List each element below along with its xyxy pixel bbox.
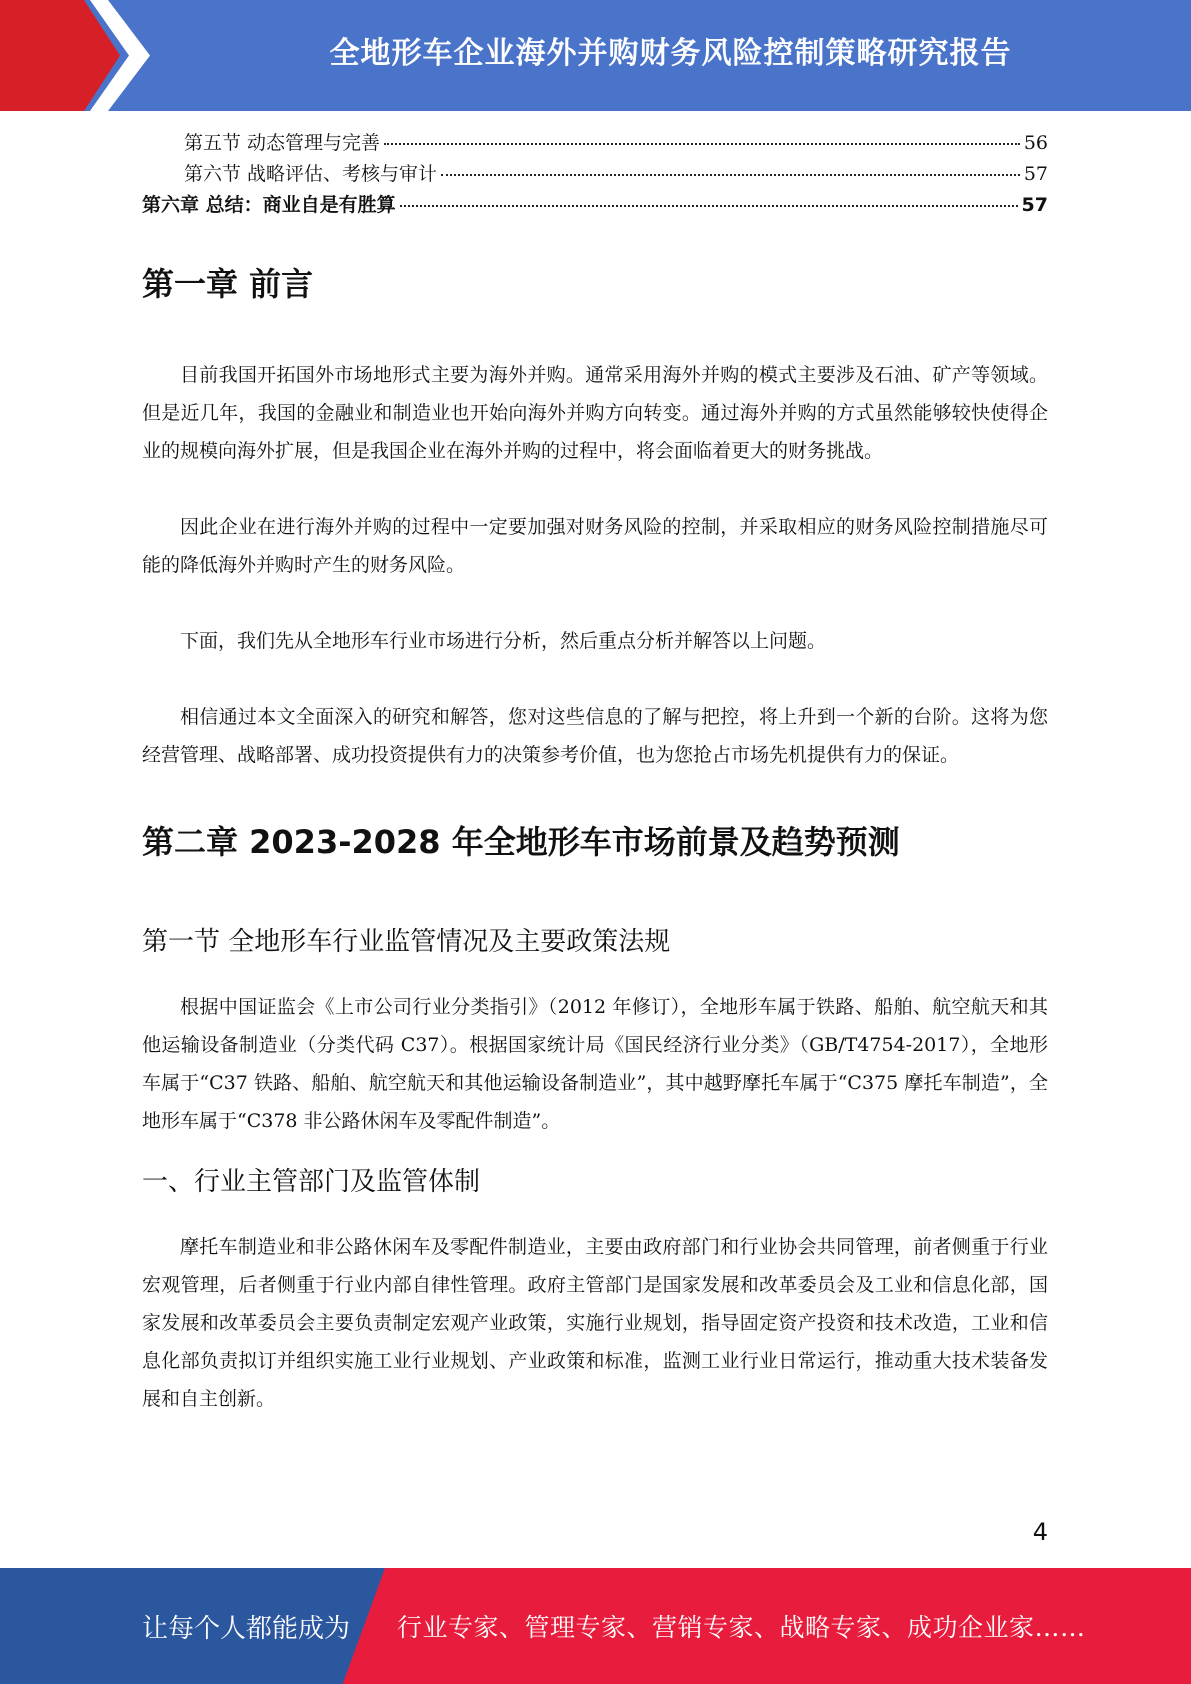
paragraph: 目前我国开拓国外市场地形式主要为海外并购。通常采用海外并购的模式主要涉及石油、矿产等领域。但是近几年，我国的金融业和制造业也开始向海外并购方向转变。通过海外并购的方式虽然能够较快使得企业的规模向海外扩展，但是我国企业在海外并购的过程中，将会面临着更大的财务挑战。	[142, 364, 1048, 462]
report-title: 全地形车企业海外并购财务风险控制策略研究报告	[329, 36, 1012, 71]
footer-slogan-left: 让每个人都能成为	[142, 1613, 351, 1644]
paragraph: 下面，我们先从全地形车行业市场进行分析，然后重点分析并解答以上问题。	[180, 630, 827, 652]
toc-item-page: 56	[1023, 132, 1048, 154]
toc-item-text: 第六章 总结：商业自是有胜算	[142, 194, 396, 216]
section-1-title: 第一节 全地形车行业监管情况及主要政策法规	[142, 927, 671, 957]
paragraph: 摩托车制造业和非公路休闲车及零配件制造业，主要由政府部门和行业协会共同管理，前者侧重于行业宏观管理，后者侧重于行业内部自律性管理。政府主管部门是国家发展和改革委员会及工业和信息化部，国家发展和改革委员会主要负责制定宏观产业政策，实施行业规划，指导固定资产投资和技术改造，工业和信息化部负责拟订并组织实施工业行业规划、产业政策和标准，监测工业行业日常运行，推动重大技术装备发展和自主创新。	[142, 1236, 1048, 1410]
toc-item[interactable]	[142, 159, 1048, 190]
paragraph: 根据中国证监会《上市公司行业分类指引》（2012 年修订），全地形车属于铁路、船舶、航空航天和其他运输设备制造业（分类代码 C37）。根据国家统计局《国民经济行业分类》（GB/T4754-2017），全地形车属于“C37 铁路、船舶、航空航天和其他运输设备制造业”，其中越野摩托车属于“C375 摩托车制造”，全地形车属于“C378 非公路休闲车及零配件制造”。	[142, 996, 1048, 1132]
page-number: 4	[1032, 1518, 1048, 1546]
subsection-1-title: 一、行业主管部门及监管体制	[142, 1167, 481, 1197]
footer-banner	[0, 1568, 1191, 1684]
footer-slogan-right: 行业专家、管理专家、营销专家、战略专家、成功企业家……	[397, 1613, 1086, 1642]
chapter-1-title: 第一章 前言	[142, 265, 314, 303]
toc-item-page: 57	[1021, 194, 1048, 216]
toc-leader-dots	[400, 205, 1018, 207]
toc-leader-dots	[384, 143, 1020, 145]
toc-item[interactable]	[142, 128, 1048, 159]
paragraph: 相信通过本文全面深入的研究和解答，您对这些信息的了解与把控，将上升到一个新的台阶。这将为您经营管理、战略部署、成功投资提供有力的决策参考价值，也为您抢占市场先机提供有力的保证。	[142, 706, 1048, 766]
header-banner	[0, 0, 1191, 111]
toc-item-page: 57	[1023, 163, 1048, 185]
toc-item[interactable]	[142, 190, 1048, 221]
toc-item-text: 第六节 战略评估、考核与审计	[184, 163, 438, 185]
table-of-contents	[142, 128, 1048, 221]
toc-item-text: 第五节 动态管理与完善	[184, 132, 381, 154]
main-content	[142, 258, 1048, 1418]
chapter-2-title: 第二章 2023-2028 年全地形车市场前景及趋势预测	[142, 823, 900, 861]
paragraph: 因此企业在进行海外并购的过程中一定要加强对财务风险的控制，并采取相应的财务风险控制措施尽可能的降低海外并购时产生的财务风险。	[142, 516, 1048, 576]
toc-leader-dots	[441, 174, 1020, 176]
